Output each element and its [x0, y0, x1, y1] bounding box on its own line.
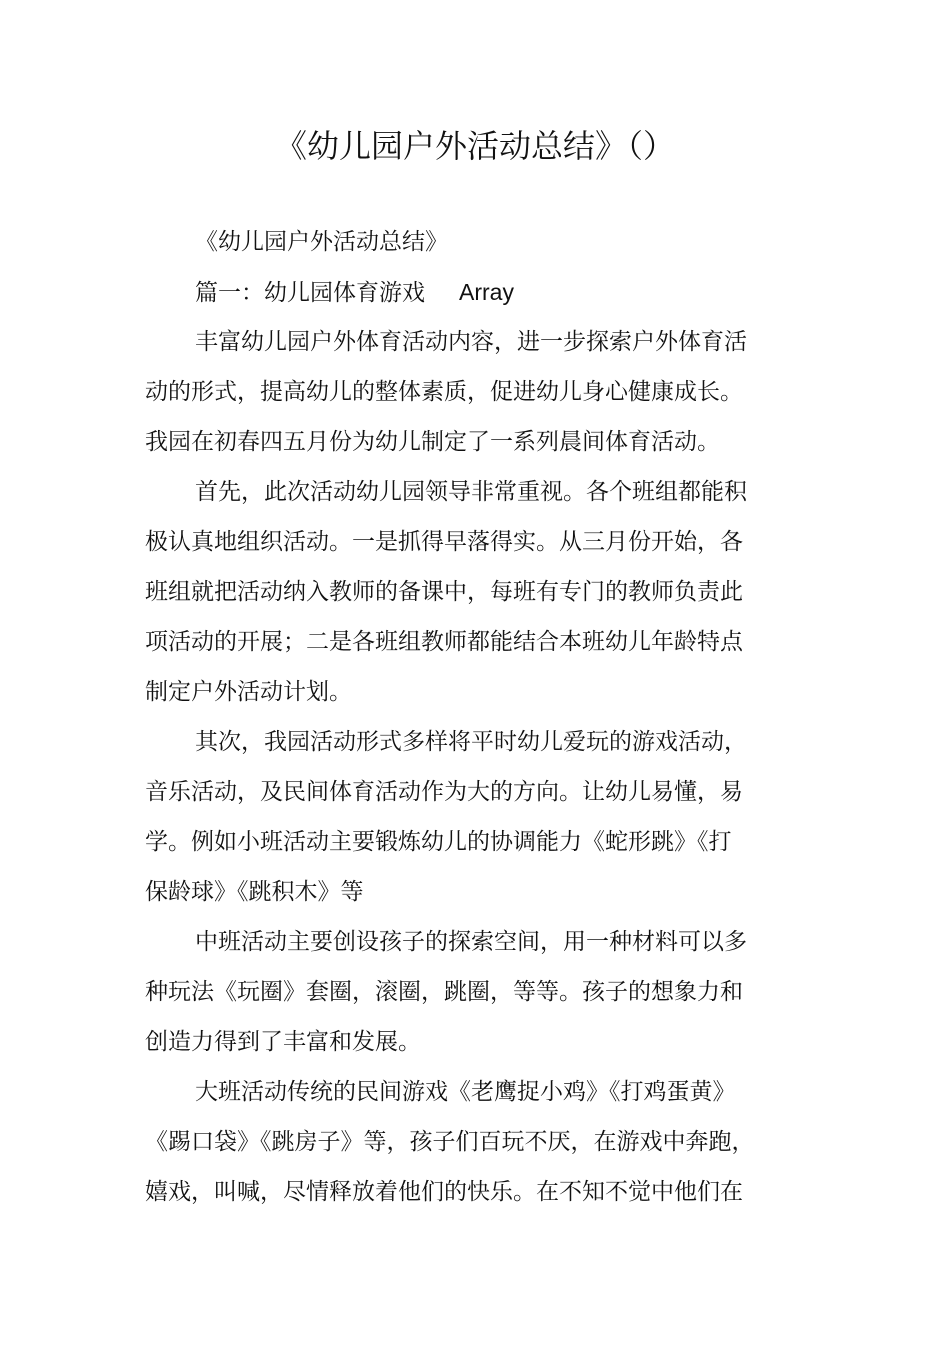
- paragraph-line: 动的形式，提高幼儿的整体素质，促进幼儿身心健康成长。: [145, 379, 743, 405]
- paragraph-line: 丰富幼儿园户外体育活动内容，进一步探索户外体育活: [195, 329, 747, 355]
- paragraph-line: 中班活动主要创设孩子的探索空间，用一种材料可以多: [195, 929, 747, 955]
- paragraph-line: 保龄球》《跳积木》等: [145, 879, 364, 905]
- paragraph-line: 班组就把活动纳入教师的备课中，每班有专门的教师负责此: [145, 579, 743, 605]
- paragraph-line: 首先，此次活动幼儿园领导非常重视。各个班组都能积: [195, 479, 747, 505]
- paragraph-line: 种玩法《玩圈》套圈，滚圈，跳圈，等等。孩子的想象力和: [145, 979, 743, 1005]
- paragraph-line: 我园在初春四五月份为幼儿制定了一系列晨间体育活动。: [145, 429, 720, 455]
- paragraph-line: 其次，我园活动形式多样将平时幼儿爱玩的游戏活动，: [195, 729, 747, 755]
- paragraph-line: 制定户外活动计划。: [145, 679, 352, 705]
- paragraph-line: 音乐活动，及民间体育活动作为大的方向。让幼儿易懂，易: [145, 779, 743, 805]
- section-heading-suffix: Array: [459, 279, 514, 305]
- section-heading-text: 篇一：幼儿园体育游戏: [195, 280, 425, 306]
- document-subtitle: 《幼儿园户外活动总结》: [195, 229, 448, 255]
- document-title: 《幼儿园户外活动总结》（）: [274, 127, 675, 165]
- paragraph-line: 极认真地组织活动。一是抓得早落得实。从三月份开始，各: [145, 529, 743, 555]
- paragraph-line: 学。例如小班活动主要锻炼幼儿的协调能力《蛇形跳》《打: [145, 829, 732, 855]
- section-heading: [195, 275, 514, 309]
- paragraph-line: 嬉戏，叫喊，尽情释放着他们的快乐。在不知不觉中他们在: [145, 1179, 743, 1205]
- paragraph-line: 项活动的开展；二是各班组教师都能结合本班幼儿年龄特点: [145, 629, 743, 655]
- paragraph-line: 大班活动传统的民间游戏《老鹰捉小鸡》《打鸡蛋黄》: [195, 1079, 736, 1105]
- paragraph-line: 《踢口袋》《跳房子》等，孩子们百玩不厌，在游戏中奔跑，: [145, 1129, 755, 1155]
- paragraph-line: 创造力得到了丰富和发展。: [145, 1029, 421, 1055]
